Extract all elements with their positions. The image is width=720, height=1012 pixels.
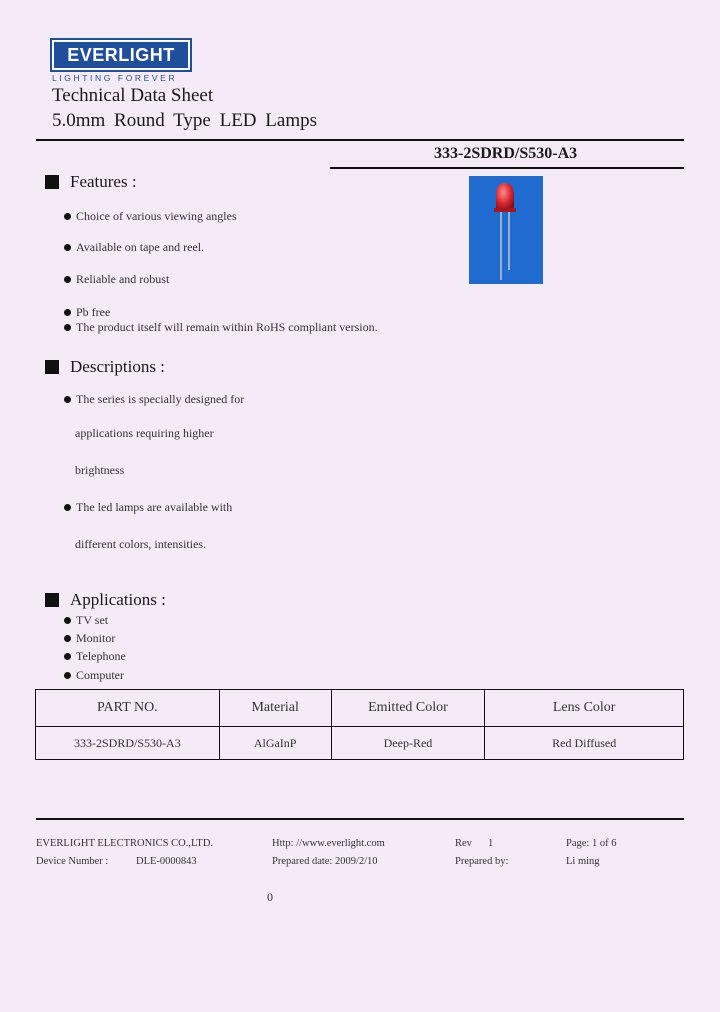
top-divider [36, 139, 684, 141]
description-item: The series is specially designed for [64, 392, 244, 407]
square-bullet-icon [45, 593, 59, 607]
application-item: Monitor [64, 631, 115, 646]
bullet-icon [64, 244, 71, 251]
page-marker: 0 [267, 890, 273, 904]
bullet-icon [64, 617, 71, 624]
document-title: Technical Data Sheet [52, 85, 214, 106]
footer-device-value: DLE-0000843 [136, 856, 197, 867]
bullet-icon [64, 635, 71, 642]
feature-item: The product itself will remain within RoHS compliant version. [64, 320, 378, 335]
feature-item: Choice of various viewing angles [64, 209, 237, 224]
feature-item: Available on tape and reel. [64, 240, 204, 255]
applications-heading: Applications : [45, 590, 166, 610]
footer-page: Page: 1 of 6 [566, 838, 617, 849]
features-heading: Features : [45, 172, 137, 192]
header-material: Material [219, 690, 331, 727]
header-part-no: PART NO. [36, 690, 220, 727]
footer-company: EVERLIGHT ELECTRONICS CO.,LTD. [36, 838, 214, 849]
bullet-icon [64, 396, 71, 403]
cell-part-no: 333-2SDRD/S530-A3 [36, 727, 220, 760]
footer-website: Http: //www.everlight.com [272, 838, 385, 849]
footer-prepared-by-value: Li ming [566, 856, 600, 867]
header-emitted-color: Emitted Color [331, 690, 485, 727]
header-lens-color: Lens Color [485, 690, 684, 727]
bullet-icon [64, 504, 71, 511]
footer-prepared-by-label: Prepared by: [455, 856, 509, 867]
part-number-underline [330, 167, 684, 169]
led-lamp-icon [469, 176, 543, 284]
square-bullet-icon [45, 175, 59, 189]
footer-rev-value: 1 [488, 838, 494, 849]
footer-prepared-date: Prepared date: 2009/2/10 [272, 856, 378, 867]
bullet-icon [64, 213, 71, 220]
cell-emitted-color: Deep-Red [331, 727, 485, 760]
feature-item: Reliable and robust [64, 272, 169, 287]
cell-material: AlGaInP [219, 727, 331, 760]
logo-tagline: LIGHTING FOREVER [52, 73, 178, 83]
document-subtitle: 5.0mm Round Type LED Lamps [52, 110, 317, 131]
description-line: applications requiring higher [75, 426, 214, 440]
description-line: brightness [75, 463, 125, 477]
bullet-icon [64, 324, 71, 331]
table-header-row [36, 690, 684, 727]
part-table [35, 689, 684, 760]
description-item: The led lamps are available with [64, 500, 232, 515]
application-item: TV set [64, 613, 108, 628]
led-product-photo [469, 176, 543, 284]
footer-divider [36, 818, 684, 820]
bullet-icon [64, 276, 71, 283]
bullet-icon [64, 309, 71, 316]
square-bullet-icon [45, 360, 59, 374]
logo-brand: EVERLIGHT [67, 44, 175, 65]
footer-device-label: Device Number : [36, 856, 109, 867]
table-row [36, 727, 684, 760]
bullet-icon [64, 672, 71, 679]
bullet-icon [64, 653, 71, 660]
application-item: Computer [64, 668, 124, 683]
everlight-logo [50, 38, 192, 72]
footer-rev-label: Rev [455, 838, 472, 849]
feature-item: Pb free [64, 305, 110, 320]
cell-lens-color: Red Diffused [485, 727, 684, 760]
part-number-heading: 333-2SDRD/S530-A3 [434, 145, 578, 162]
descriptions-heading: Descriptions : [45, 357, 165, 377]
description-line: different colors, intensities. [75, 537, 207, 551]
application-item: Telephone [64, 649, 126, 664]
